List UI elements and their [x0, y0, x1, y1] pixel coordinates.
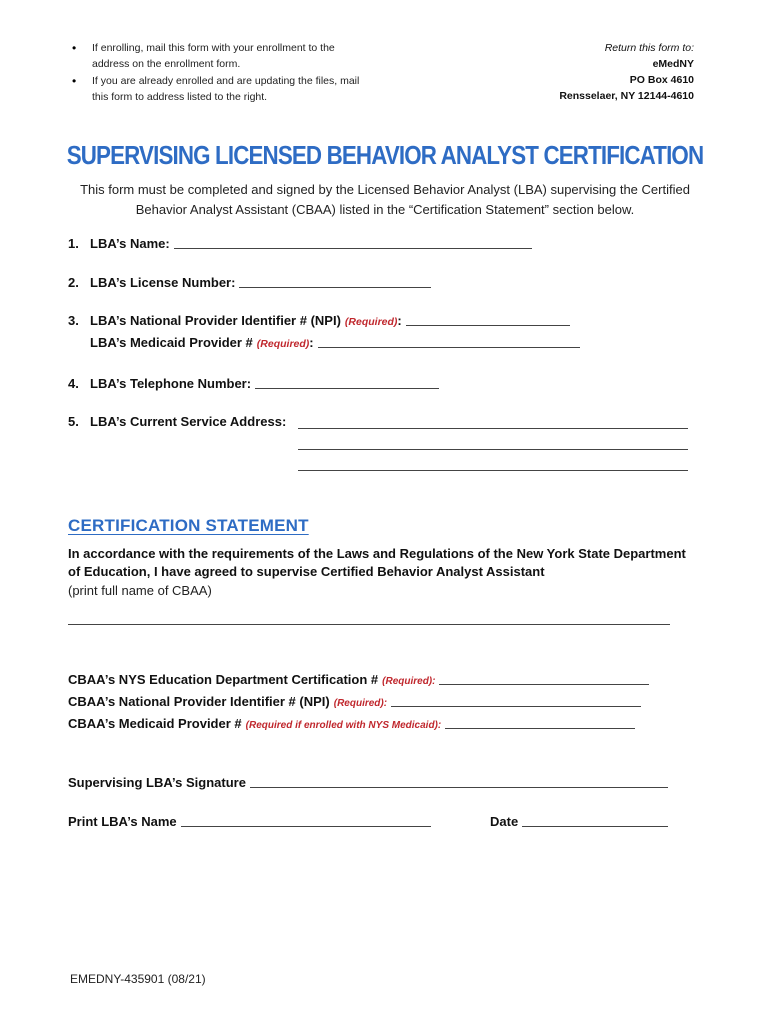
instruction-item [72, 73, 372, 105]
return-label: Return this form to: [604, 42, 694, 54]
certification-heading: CERTIFICATION STATEMENT [68, 516, 309, 535]
print-lba-name-input[interactable] [181, 815, 431, 827]
field-colon: : [397, 313, 402, 328]
lba-signature-input[interactable] [250, 776, 668, 788]
lba-address-input-line-2[interactable] [298, 449, 688, 450]
lba-address-field [68, 414, 286, 429]
field-label: LBA’s Current Service Address: [90, 414, 287, 429]
field-label: CBAA’s NYS Education Department Certification # [68, 672, 379, 687]
required-note: (Required): [382, 676, 436, 687]
required-note: (Required): [333, 698, 388, 709]
lba-phone-input[interactable] [255, 377, 439, 389]
cbaa-cert-input[interactable] [439, 673, 649, 685]
field-label: LBA’s Telephone Number: [90, 376, 252, 391]
mailing-instructions [72, 40, 372, 106]
lba-license-field [68, 275, 431, 290]
instruction-item [72, 40, 372, 72]
required-note: (Required) [256, 338, 310, 350]
field-number: 4. [68, 376, 79, 391]
cbaa-cert-field [68, 672, 649, 687]
certification-statement: In accordance with the requirements of the Laws and Regulations of the New York State Department of Education, I have agreed to supervise Certified Behavior Analyst Assistant [68, 546, 686, 579]
field-label: CBAA’s Medicaid Provider # [68, 716, 242, 731]
lba-npi-input[interactable] [406, 314, 570, 326]
cbaa-medicaid-input[interactable] [445, 717, 635, 729]
field-number: 1. [68, 236, 79, 251]
intro-text: This form must be completed and signed by the Licensed Behavior Analyst (LBA) supervising the Certified Behavior Analyst Assistant (CBAA) listed in the “Certification Statement” section below. [80, 182, 690, 217]
bullet-icon: • [72, 74, 77, 88]
field-label: CBAA’s National Provider Identifier # (NPI) [68, 694, 330, 709]
lba-license-input[interactable] [239, 276, 431, 288]
field-number: 2. [68, 275, 79, 290]
lba-address-input-line-3[interactable] [298, 470, 688, 471]
field-number: 3. [68, 313, 79, 328]
cbaa-medicaid-field [68, 716, 635, 731]
field-label: Print LBA’s Name [68, 814, 177, 829]
field-label: LBA’s Name: [90, 236, 170, 251]
lba-address-input-line-1[interactable] [298, 428, 688, 429]
form-number: EMEDNY-435901 (08/21) [70, 972, 206, 986]
lba-medicaid-input[interactable] [318, 336, 580, 348]
instruction-text: If enrolling, mail this form with your enrollment to the address on the enrollment form. [92, 42, 335, 70]
field-label: LBA’s National Provider Identifier # (NPI) [90, 313, 341, 328]
field-label: LBA’s License Number: [90, 275, 236, 290]
bullet-icon: • [72, 41, 77, 55]
lba-medicaid-field [90, 335, 580, 350]
return-line-3: Rensselaer, NY 12144-4610 [559, 90, 694, 102]
lba-name-input[interactable] [174, 237, 532, 249]
field-number: 5. [68, 414, 79, 429]
required-note: (Required) [344, 316, 398, 328]
field-label: Date [490, 814, 519, 829]
lba-signature-field [68, 775, 668, 790]
lba-phone-field [68, 376, 439, 391]
print-lba-name-field [68, 814, 431, 829]
date-input[interactable] [522, 815, 668, 827]
return-line-1: eMedNY [652, 58, 694, 70]
print-name-note: (print full name of CBAA) [68, 583, 212, 598]
cbaa-name-input[interactable] [68, 624, 670, 625]
document-title: SUPERVISING LICENSED BEHAVIOR ANALYST CERTIFICATION [66, 140, 704, 170]
date-field [490, 814, 668, 829]
required-note: (Required if enrolled with NYS Medicaid): [245, 720, 442, 731]
field-colon: : [309, 335, 314, 350]
return-address [474, 40, 694, 104]
instruction-text: If you are already enrolled and are updating the files, mail this form to address listed to the right. [92, 75, 360, 103]
return-line-2: PO Box 4610 [629, 74, 694, 86]
field-label: Supervising LBA’s Signature [68, 775, 246, 790]
cbaa-npi-input[interactable] [391, 695, 641, 707]
lba-npi-field [68, 313, 570, 328]
lba-name-field [68, 236, 532, 251]
cbaa-npi-field [68, 694, 641, 709]
field-label: LBA’s Medicaid Provider # [90, 335, 253, 350]
